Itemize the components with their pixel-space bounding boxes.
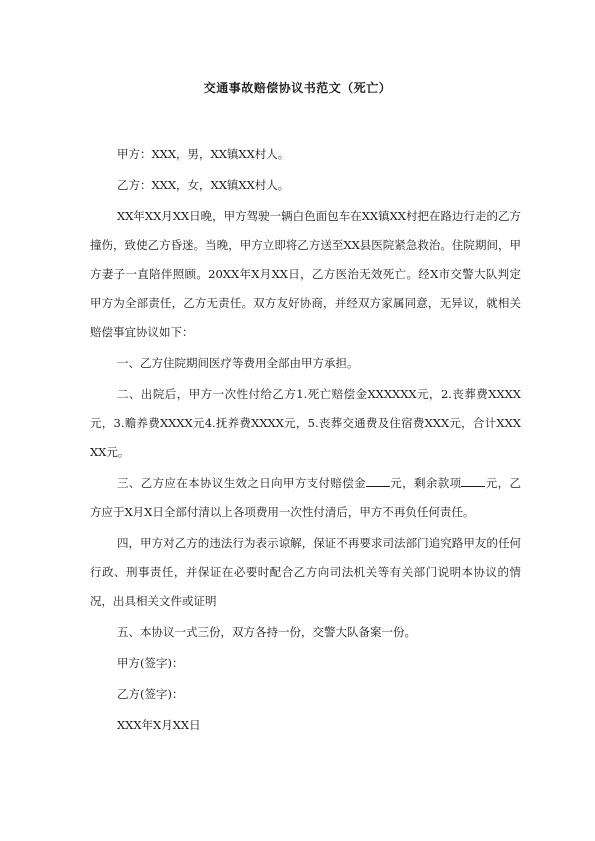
clause-4: 四，甲方对乙方的违法行为表示谅解，保证不再要求司法部门追究路甲友的任何行政、刑事责任，并保证在必要时配合乙方向司法机关等有关部门说明本协议的情况，出具相关文件或证明: [90, 536, 521, 608]
clause-5: 五、本协议一式三份，双方各持一份，交警大队备案一份。: [117, 625, 416, 639]
clause-3-part3: 元，乙方应于X月X日全部付清以上各项费用一次性付清后，甲方不再负任何责任。: [90, 476, 522, 519]
document-title: 交通事故赔偿协议书范文（死亡）: [203, 81, 392, 95]
amount-blank-2: [461, 474, 485, 487]
amount-blank-1: [366, 474, 390, 487]
signing-date: XXX年X月XX日: [117, 718, 201, 732]
signature-party-b: 乙方(签字)：: [117, 687, 184, 701]
clause-3-part2: 元，剩余款项: [389, 476, 462, 490]
clause-3-part1: 三、乙方应在本协议生效之日向甲方支付赔偿金: [117, 476, 366, 490]
party-b-line: 乙方：XXX，女，XX镇XX村人。: [117, 178, 290, 192]
clause-2: 二、出院后，甲方一次性付给乙方1.死亡赔偿金XXXXXX元，2.丧葬费XXXX元，3.赡养费XXXX元4.抚养费XXXX元，5.丧葬交通费及住宿费XXX元，合计XXXXX元。: [90, 387, 521, 459]
signature-party-a: 甲方(签字)：: [117, 656, 184, 670]
clause-3: [90, 469, 521, 527]
facts-paragraph: XX年XX月XX日晚，甲方驾驶一辆白色面包车在XX镇XX村把在路边行走的乙方撞伤，致使乙方昏迷。当晚，甲方立即将乙方送至XX县医院紧急救治。住院期间，甲方妻子一直陪伴照顾。20XX年X月XX日，乙方医治无效死亡。经X市交警大队判定甲方为全部责任，乙方无责任。双方友好协商，并经双方家属同意，无异议，就相关赔偿事宜协议如下：: [90, 209, 521, 339]
document-body: [90, 140, 522, 740]
clause-1: 一、乙方住院期间医疗等费用全部由甲方承担。: [117, 356, 359, 370]
party-a-line: 甲方：XXX，男，XX镇XX村人。: [117, 147, 290, 161]
